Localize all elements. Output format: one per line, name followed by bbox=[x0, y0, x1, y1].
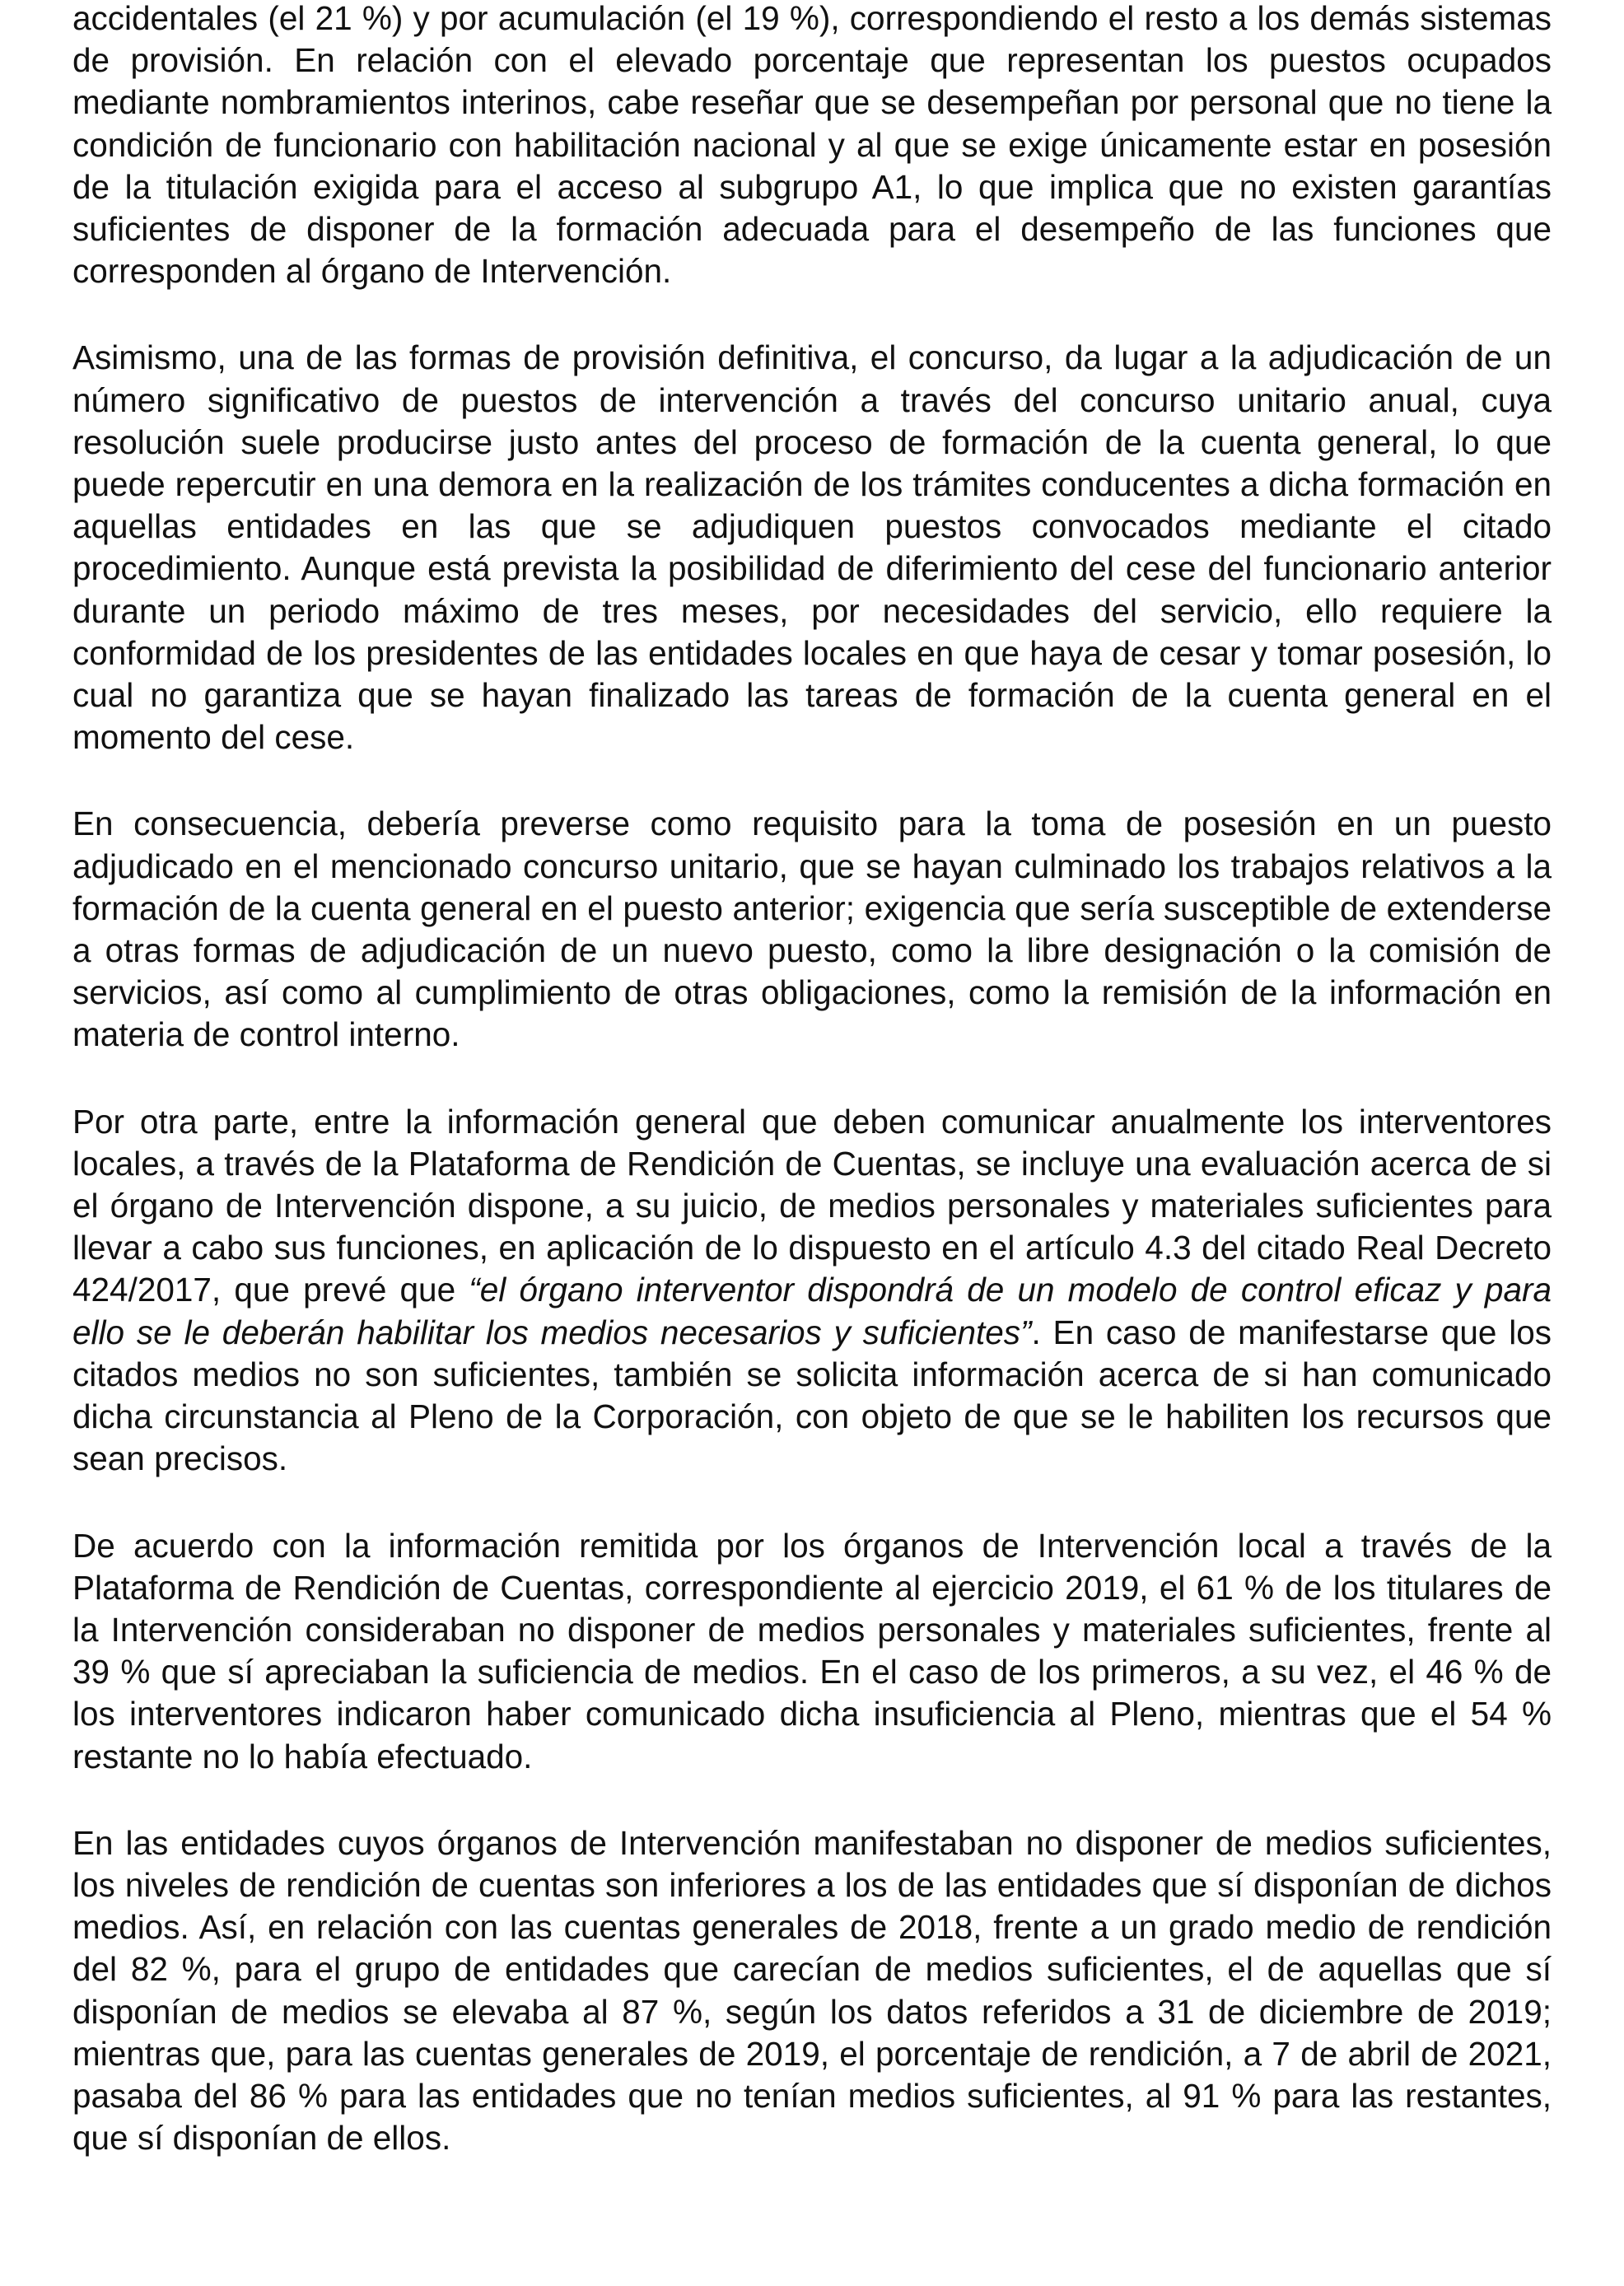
paragraph-1 bbox=[72, 0, 1552, 292]
paragraph-2 bbox=[72, 337, 1552, 758]
paragraph-4-text-start: Por otra parte, entre la información general que deben comunicar anualmente los interventores locales, a través de la Plataforma de Rendición de Cuentas, se incluye una evaluación acerca de si el órgano de Intervención dispone, a su juicio, de medios personales y materiales suficientes para llevar a cabo sus funciones, en aplicación de lo dispuesto en el artículo 4.3 del citado Real Decreto 424/2017, que prevé que bbox=[72, 1102, 1552, 1309]
document-page bbox=[72, 0, 1552, 2204]
paragraph-3-text: En consecuencia, debería preverse como requisito para la toma de posesión en un puesto adjudicado en el mencionado concurso unitario, que se hayan culminado los trabajos relativos a la formación de la cuenta general en el puesto anterior; exigencia que sería susceptible de extenderse a otras formas de adjudicación de un nuevo puesto, como la libre designación o la comisión de servicios, así como al cumplimiento de otras obligaciones, como la remisión de la información en materia de control interno. bbox=[72, 805, 1552, 1054]
paragraph-6-text: En las entidades cuyos órganos de Intervención manifestaban no disponer de medios suficientes, los niveles de rendición de cuentas son inferiores a los de las entidades que sí disponían de dichos medios. Así, en relación con las cuentas generales de 2018, frente a un grado medio de rendición del 82 %, para el grupo de entidades que carecían de medios suficientes, el de aquellas que sí disponían de medios se elevaba al 87 %, según los datos referidos a 31 de diciembre de 2019; mientras que, para las cuentas generales de 2019, el porcentaje de rendición, a 7 de abril de 2021, pasaba del 86 % para las entidades que no tenían medios suficientes, al 91 % para las restantes, que sí disponían de ellos. bbox=[72, 1823, 1552, 2158]
paragraph-4-text-end: . En caso de manifestarse que los citados medios no son suficientes, también se solicita información acerca de si han comunicado dicha circunstancia al Pleno de la Corporación, con objeto de que se le habiliten los recursos que sean precisos. bbox=[72, 1313, 1552, 1478]
paragraph-2-text: Asimismo, una de las formas de provisión definitiva, el concurso, da lugar a la adjudicación de un número significativo de puestos de intervención a través del concurso unitario anual, cuya resolución suele producirse justo antes del proceso de formación de la cuenta general, lo que puede repercutir en una demora en la realización de los trámites conducentes a dicha formación en aquellas entidades en las que se adjudiquen puestos convocados mediante el citado procedimiento. Aunque está prevista la posibilidad de diferimiento del cese del funcionario anterior durante un periodo máximo de tres meses, por necesidades del servicio, ello requiere la conformidad de los presidentes de las entidades locales en que haya de cesar y tomar posesión, lo cual no garantiza que se hayan finalizado las tareas de formación de la cuenta general en el momento del cese. bbox=[72, 338, 1552, 757]
paragraph-1-text: accidentales (el 21 %) y por acumulación (el 19 %), correspondiendo el resto a los demás sistemas de provisión. En relación con el elevado porcentaje que representan los puestos ocupados mediante nombramientos interinos, cabe reseñar que se desempeñan por personal que no tiene la condición de funcionario con habilitación nacional y al que se exige únicamente estar en posesión de la titulación exigida para el acceso al subgrupo A1, lo que implica que no existen garantías suficientes de disponer de la formación adecuada para el desempeño de las funciones que corresponden al órgano de Intervención. bbox=[72, 0, 1552, 291]
paragraph-4 bbox=[72, 1101, 1552, 1481]
paragraph-4-quotation: “el órgano interventor dispondrá de un modelo de control eficaz y para ello se le deberán habilitar los medios necesarios y suficientes” bbox=[72, 1271, 1552, 1351]
paragraph-3 bbox=[72, 803, 1552, 1056]
paragraph-5-text: De acuerdo con la información remitida por los órganos de Intervención local a través de la Plataforma de Rendición de Cuentas, correspondiente al ejercicio 2019, el 61 % de los titulares de la Intervención consideraban no disponer de medios personales y materiales suficientes, frente al 39 % que sí apreciaban la suficiencia de medios. En el caso de los primeros, a su vez, el 46 % de los interventores indicaron haber comunicado dicha insuficiencia al Pleno, mientras que el 54 % restante no lo había efectuado. bbox=[72, 1526, 1552, 1775]
paragraph-5 bbox=[72, 1525, 1552, 1778]
paragraph-6 bbox=[72, 1822, 1552, 2160]
